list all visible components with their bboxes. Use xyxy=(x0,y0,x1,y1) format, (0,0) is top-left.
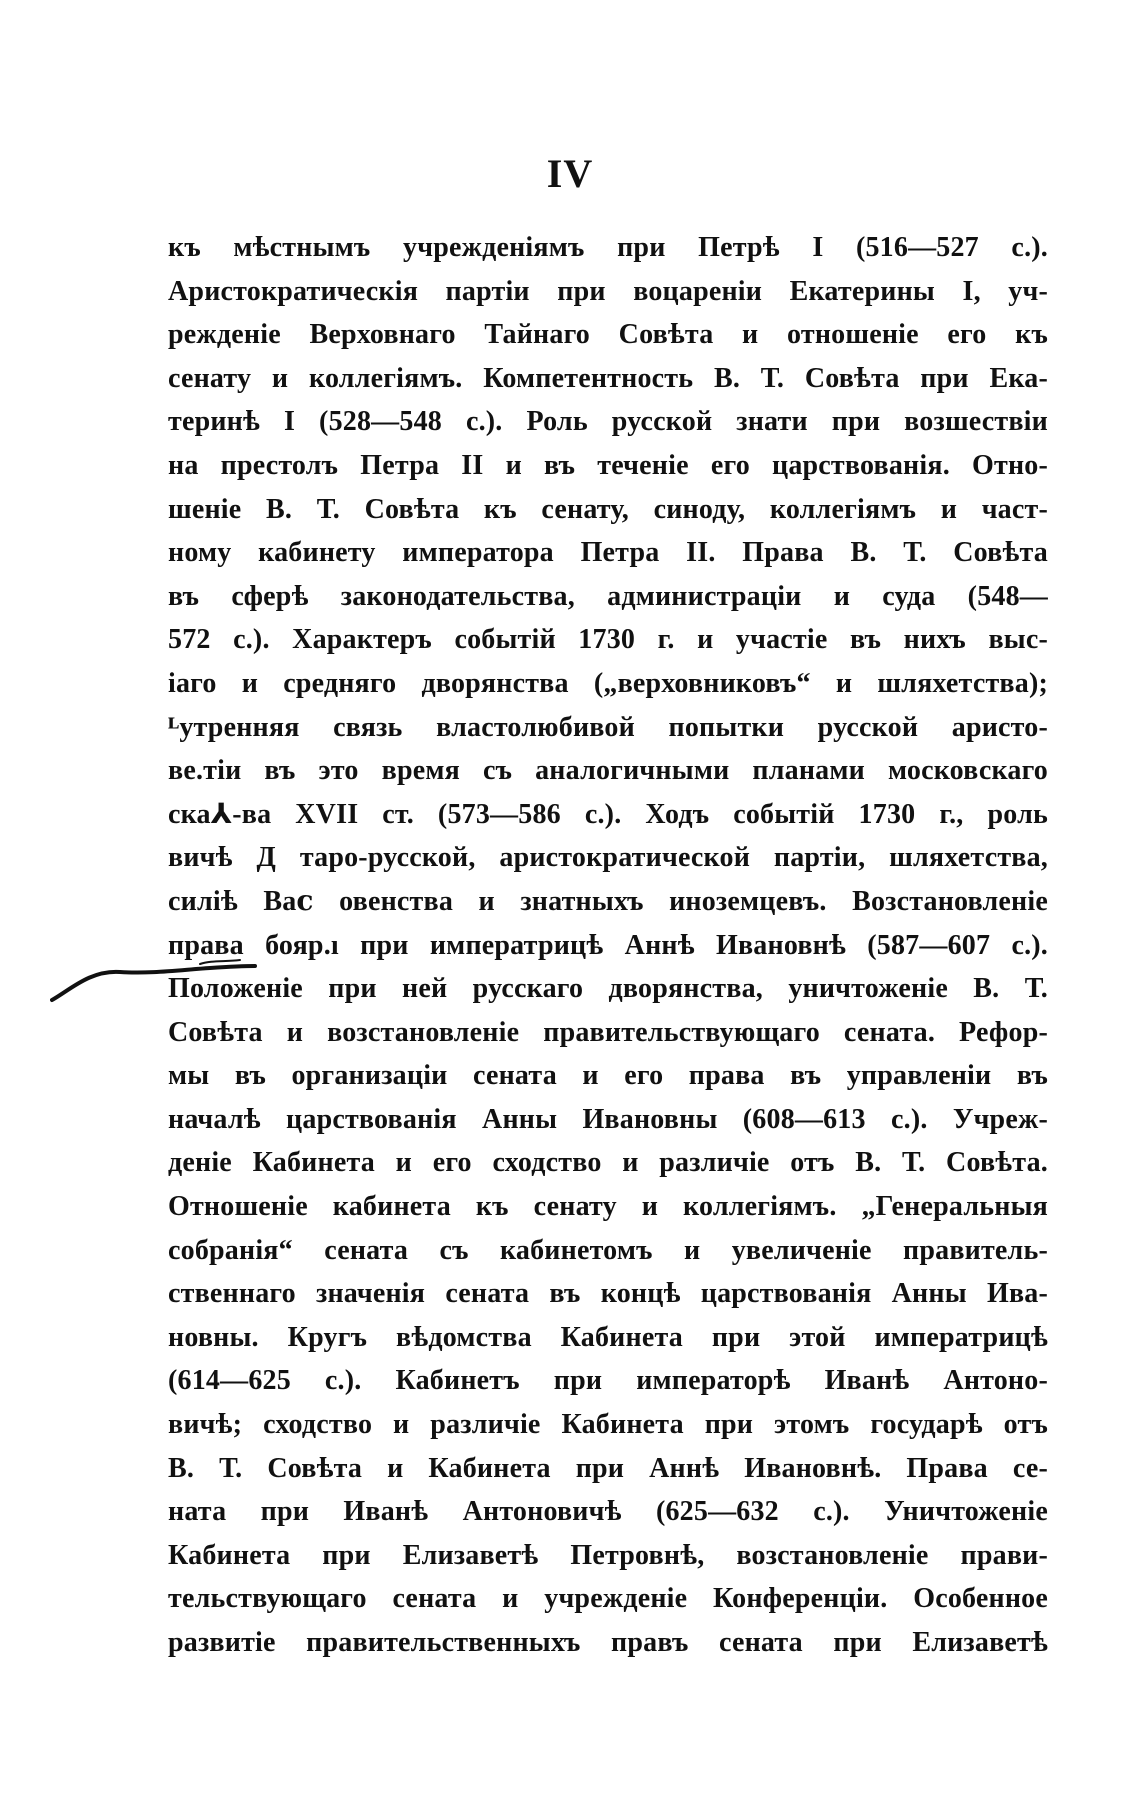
text-line: Отношеніе кабинета къ сенату и коллегіямъ. „Генеральныя xyxy=(168,1191,1048,1223)
text-line: іаго и средняго дворянства („верховниковъ“ и шляхетства); xyxy=(168,667,1048,699)
text-line: тельствующаго сената и учрежденіе Конференціи. Особенное xyxy=(168,1583,1048,1615)
text-line: В. Т. Совѣта и Кабинета при Аннѣ Ивановнѣ. Права се- xyxy=(168,1452,1048,1484)
text-line: въ сферѣ законодательства, администраціи и суда (548— xyxy=(168,580,1048,612)
text-line: мы въ организаціи сената и его права въ управленіи въ xyxy=(168,1060,1048,1092)
text-line: права бояр.ı при императрицѣ Аннѣ Ивановнѣ (587—607 с.). xyxy=(168,929,1048,961)
text-line: ᴸутренняя связь властолюбивой попытки русской аристо- xyxy=(168,711,1048,743)
text-line: сенату и коллегіямъ. Компетентность В. Т. Совѣта при Ека- xyxy=(168,362,1048,394)
text-line: силіѣ Ваⅽ овенства и знатныхъ иноземцевъ. Возстановленіе xyxy=(168,885,1048,917)
text-line: началѣ царствованія Анны Ивановны (608—613 с.). Учреж- xyxy=(168,1103,1048,1135)
text-line: ственнаго значенія сената въ концѣ царствованія Анны Ива- xyxy=(168,1278,1048,1310)
text-line: деніе Кабинета и его сходство и различіе отъ В. Т. Совѣта. xyxy=(168,1147,1048,1179)
text-line: собранія“ сената съ кабинетомъ и увеличеніе правитель- xyxy=(168,1234,1048,1266)
text-line: вичѣ Д таро-русской, аристократической партіи, шляхетства, xyxy=(168,842,1048,874)
text-line: режденіе Верховнаго Тайнаго Совѣта и отношеніе его къ xyxy=(168,319,1048,351)
pen-stroke-mark xyxy=(50,950,260,1010)
text-line: развитіе правительственныхъ правъ сената при Елизаветѣ xyxy=(168,1627,1048,1658)
text-line: Кабинета при Елизаветѣ Петровнѣ, возстановленіе прави- xyxy=(168,1539,1048,1571)
text-line: ве.тіи въ это время съ аналогичными планами московскаго xyxy=(168,755,1048,787)
text-line: Положеніе при ней русскаго дворянства, уничтоженіе В. Т. xyxy=(168,973,1048,1005)
text-line: теринѣ I (528—548 с.). Роль русской знати при возшествіи xyxy=(168,406,1048,438)
text-line: Аристократическія партіи при воцареніи Екатерины I, уч- xyxy=(168,275,1048,307)
text-line: шеніе В. Т. Совѣта къ сенату, синоду, коллегіямъ и част- xyxy=(168,493,1048,525)
text-line: Совѣта и возстановленіе правительствующаго сената. Рефор- xyxy=(168,1016,1048,1048)
text-line: ната при Иванѣ Антоновичѣ (625—632 с.). Уничтоженіе xyxy=(168,1496,1048,1528)
text-line: новны. Кругъ вѣдомства Кабинета при этой императрицѣ xyxy=(168,1321,1048,1353)
text-line: (614—625 с.). Кабинетъ при императорѣ Иванѣ Антоно- xyxy=(168,1365,1048,1397)
text-line: ному кабинету императора Петра II. Права В. Т. Совѣта xyxy=(168,537,1048,569)
text-line: къ мѣстнымъ учрежденіямъ при Петрѣ I (516—527 с.). xyxy=(168,232,1048,263)
text-line: ска⅄-ва XVII ст. (573—586 с.). Ходъ событій 1730 г., роль xyxy=(168,798,1048,830)
text-line: вичѣ; сходство и различіе Кабинета при этомъ государѣ отъ xyxy=(168,1409,1048,1441)
text-line: 572 с.). Характеръ событій 1730 г. и участіе въ нихъ выс- xyxy=(168,624,1048,656)
text-line: на престолъ Петра II и въ теченіе его царствованія. Отно- xyxy=(168,449,1048,481)
page-number: IV xyxy=(546,151,594,196)
body-text xyxy=(168,226,1048,1665)
